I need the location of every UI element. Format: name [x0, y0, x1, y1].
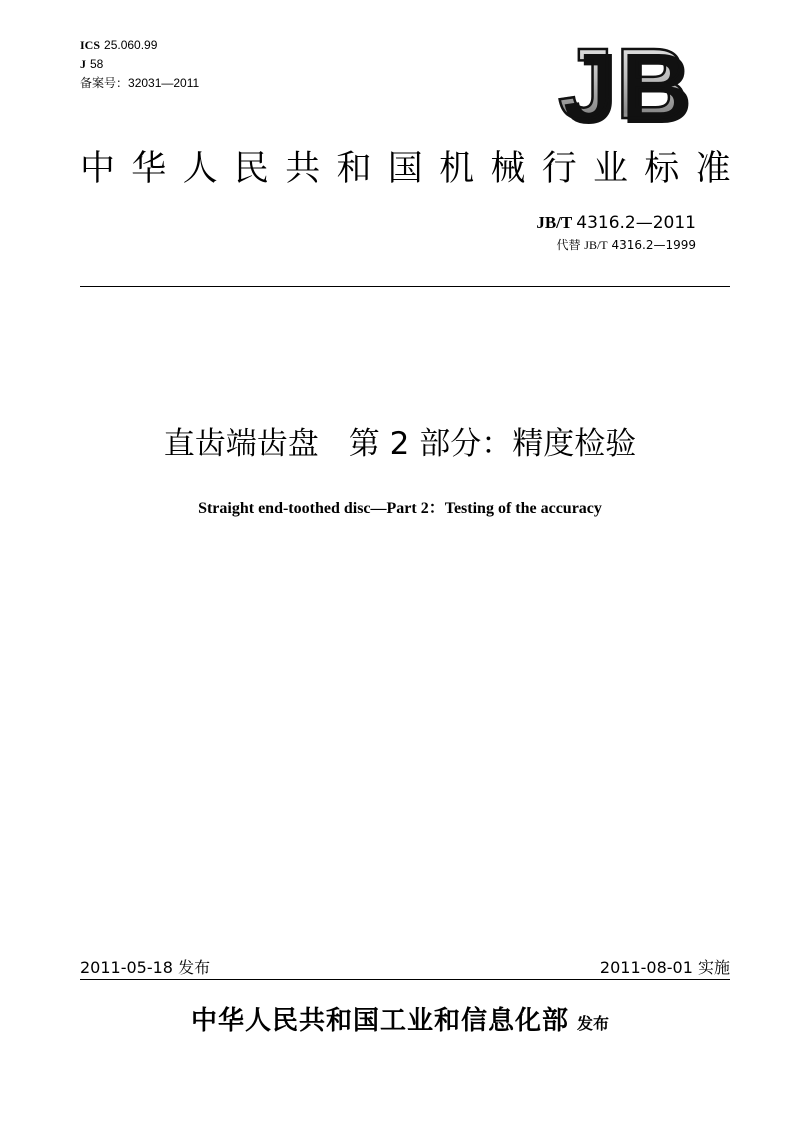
jb-logo-text: JB — [558, 28, 690, 140]
record-line — [80, 74, 199, 93]
document-title-part1: 直齿端齿盘 — [163, 426, 319, 462]
header-divider — [80, 286, 730, 287]
ics-line — [80, 36, 199, 55]
code-prefix: JB/T — [536, 213, 573, 232]
english-title: Straight end-toothed disc—Part 2：Testing of the accuracy — [198, 500, 602, 517]
code-number: 4316.2—2011 — [576, 213, 696, 233]
implementation-date: 2011-08-01 实施 — [599, 958, 730, 977]
ics-code: 25.060.99 — [104, 38, 158, 52]
ics-label: ICS — [80, 38, 101, 52]
issue-date: 2011-05-18 发布 — [80, 958, 211, 977]
footer-divider — [80, 979, 730, 980]
j-code: 58 — [90, 57, 104, 71]
issuer-action: 发布 — [577, 1014, 610, 1033]
replaces-line — [536, 236, 696, 254]
standard-code-block — [536, 212, 696, 254]
document-title-part2: 第 2 部分：精度检验 — [348, 426, 637, 462]
jb-logo — [558, 28, 690, 140]
issuer-block — [0, 1003, 800, 1039]
replaces-prefix: JB/T — [584, 238, 608, 252]
standard-title: 中华人民共和国机械行业标准 — [80, 149, 747, 189]
classification-block — [80, 36, 199, 93]
record-label: 备案号： — [80, 76, 129, 90]
j-label: J — [80, 57, 86, 71]
j-line — [80, 55, 199, 74]
document-title — [0, 423, 800, 465]
issuer-name: 中华人民共和国工业和信息化部 — [190, 1006, 569, 1036]
replaces-number: 4316.2—1999 — [611, 238, 696, 252]
replaces-label: 代替 — [556, 238, 581, 252]
record-code: 32031—2011 — [128, 76, 200, 90]
standard-code — [536, 212, 696, 234]
